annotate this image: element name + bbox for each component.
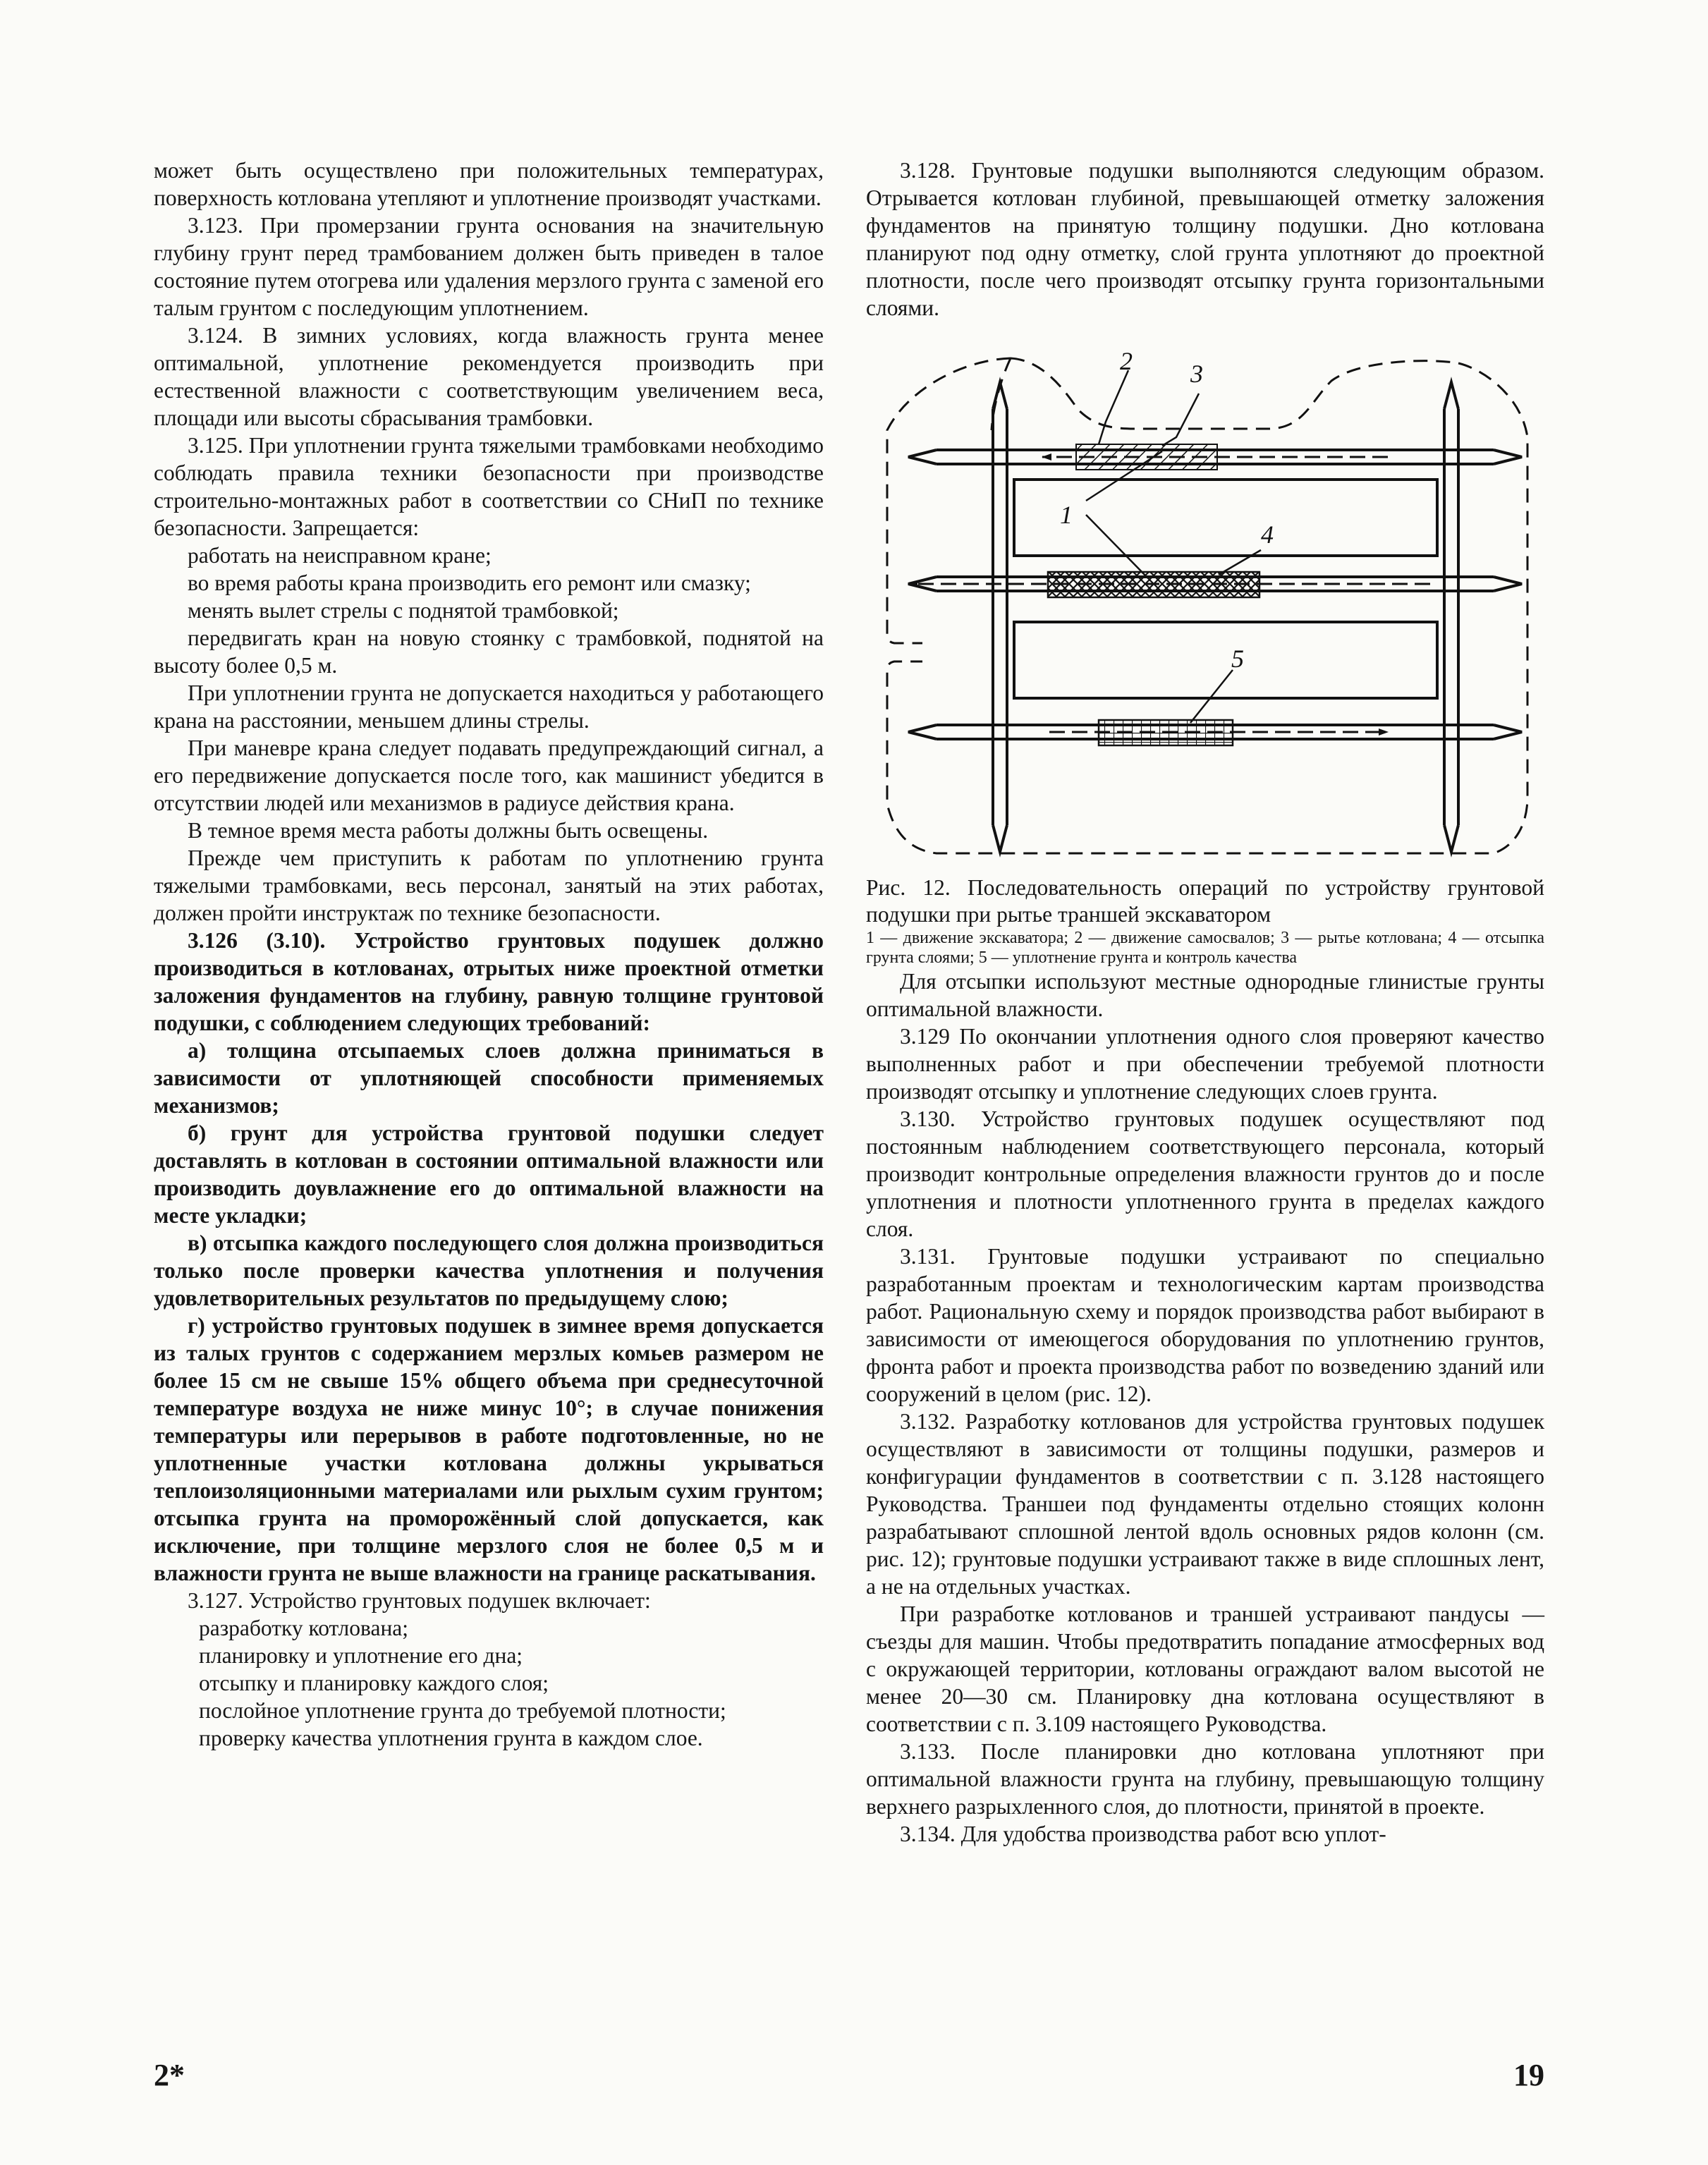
layer-fill-zone [1048, 572, 1259, 597]
include-item: разработку котлована; [199, 1616, 409, 1640]
figure-caption: Рис. 12. Последовательность операций по устройству грунтовой подушки при рытье траншей экскаватором [866, 875, 1544, 927]
requirement-v: в) отсыпка каждого последующего слоя должна производиться только после проверки качества уплотнения и получения удовлетворительных результатов по предыдущему слою; [154, 1231, 824, 1310]
paragraph-briefing: Прежде чем приступить к работам по уплотнению грунта тяжелыми трамбовками, весь персонал, занятый на этих работах, должен пройти инструктаж по технике безопасности. [154, 846, 824, 925]
paragraph-3-124: 3.124. В зимних условиях, когда влажность грунта менее оптимальной, уплотнение рекомендуется производить при естественной влажности с соответствующим увеличением веса, площади или высоты сбрасывания трамбовки. [154, 323, 824, 430]
figure-label-1: 1 [1060, 501, 1073, 529]
paragraph-3-126: 3.126 (3.10). Устройство грунтовых подушек должно производиться в котлованах, отрытых ниже проектной отметки заложения фундаментов на глубину, равную толщине грунтовой подушки, с соблюдением следующих требований: [154, 928, 824, 1035]
ban-item: во время работы крана производить его ремонт или смазку; [188, 571, 751, 595]
paragraph-crane-zone: При уплотнении грунта не допускается находиться у работающего крана на расстоянии, меньшем длины стрелы. [154, 681, 824, 733]
paragraph-3-125: 3.125. При уплотнении грунта тяжелыми трамбовками необходимо соблюдать правила техники безопасности при производстве строительно-монтажных работ в соответствии со СНиП по технике безопасности. Запрещается: [154, 433, 824, 540]
requirement-b: б) грунт для устройства грунтовой подушки следует доставлять в котлован в состоянии оптимальной влажности или производить доувлажнение его до оптимальной влажности на месте укладки; [154, 1121, 824, 1228]
paragraph-3-123: 3.123. При промерзании грунта основания на значительную глубину грунт перед трамбованием должен быть приведен в талое состояние путем отогрева или удаления мерзлого грунта с заменой его талым грунтом с последующим уплотнением. [154, 213, 824, 320]
paragraph-3-131: 3.131. Грунтовые подушки устраивают по специально разработанным проектам и технологическим картам производства работ. Рациональную схему и порядок производства работ выбирают в зависимости от имеющегося оборудования по уплотнению грунтов, фронта работ и проекта производства работ по возведению зданий или сооружений в целом (рис. 12). [866, 1244, 1544, 1406]
paragraph-3-130: 3.130. Устройство грунтовых подушек осуществляют под постоянным наблюдением соответствующего персонала, который производит контрольные определения влажности грунтов до и после уплотнения и плотности уплотненного грунта в пределах каждого слоя. [866, 1106, 1544, 1241]
page-number: 19 [1513, 2058, 1544, 2092]
paragraph-dark-time: В темное время места работы должны быть освещены. [188, 818, 709, 843]
paragraph-3-134: 3.134. Для удобства производства работ всю уплот- [900, 1822, 1386, 1846]
compaction-zone [1099, 720, 1233, 745]
paragraph-intro: может быть осуществлено при положительных температурах, поверхность котлована утепляют и уплотнение производят участками. [154, 158, 824, 210]
left-column [154, 157, 824, 1752]
trench-digging-zone [1076, 444, 1217, 470]
figure-label-2: 2 [1120, 347, 1133, 375]
include-item: проверку качества уплотнения грунта в каждом слое. [199, 1726, 703, 1750]
ban-item: передвигать кран на новую стоянку с трамбовкой, поднятой на высоту более 0,5 м. [154, 626, 824, 678]
paragraph-local-soils: Для отсыпки используют местные однородные глинистые грунты оптимальной влажности. [866, 969, 1544, 1021]
include-item: планировку и уплотнение его дна; [199, 1643, 523, 1668]
paragraph-ramps: При разработке котлованов и траншей устраивают пандусы — съезды для машин. Чтобы предотвратить попадание атмосферных вод с окружающей территории, котлованы ограждают валом высотой не менее 20—30 см. Планировку дна котлована осуществляют в соответствии с п. 3.109 настоящего Руководства. [866, 1602, 1544, 1736]
figure-label-4: 4 [1261, 520, 1274, 549]
figure-12 [866, 339, 1544, 968]
include-item: послойное уплотнение грунта до требуемой плотности; [199, 1698, 726, 1723]
right-column [866, 157, 1544, 1848]
figure-legend: 1 — движение экскаватора; 2 — движение самосвалов; 3 — рытье котлована; 4 — отсыпка грунта слоями; 5 — уплотнение грунта и контроль качества [866, 929, 1544, 967]
ban-item: работать на неисправном кране; [188, 543, 492, 568]
ban-item: менять вылет стрелы с поднятой трамбовкой; [188, 598, 619, 623]
truck-route-dashed-outline [887, 358, 1527, 853]
paragraph-3-132: 3.132. Разработку котлованов для устройства грунтовых подушек осуществляют в зависимости от толщины подушки, размеров и конфигурации фундаментов в соответствии с п. 3.128 настоящего Руководства. Траншеи под фундаменты отдельно стоящих колонн разрабатывают сплошной лентой вдоль основных рядов колонн (см. рис. 12); грунтовые подушки устраивают также в виде сплошных лент, а не на отдельных участках. [866, 1409, 1544, 1599]
paragraph-signal: При маневре крана следует подавать предупреждающий сигнал, а его передвижение допускается после того, как машинист убедится в отсутствии людей или механизмов в радиусе действия крана. [154, 736, 824, 815]
signature-marker: 2* [154, 2058, 185, 2092]
figure-label-3: 3 [1190, 360, 1203, 388]
requirement-a: а) толщина отсыпаемых слоев должна приниматься в зависимости от уплотняющей способности применяемых механизмов; [154, 1038, 824, 1118]
paragraph-3-128: 3.128. Грунтовые подушки выполняются следующим образом. Отрывается котлован глубиной, превышающей отметку заложения фундаментов на принятую толщину подушки. Дно котлована планируют под одну отметку, слой грунта уплотняют до проектной плотности, после чего производят отсыпку грунта горизонтальными слоями. [866, 158, 1544, 320]
paragraph-3-127: 3.127. Устройство грунтовых подушек включает: [188, 1588, 651, 1613]
requirement-g: г) устройство грунтовых подушек в зимнее время допускается из талых грунтов с содержанием мерзлых комьев размером не более 15 см не свыше 15% общего объема при среднесуточной температуре воздуха не ниже минус 10°; в случае понижения температуры или перерывов в работе подготовленные, но не уплотненные участки котлована должны укрываться теплоизоляционными материалами или рыхлым сухим грунтом; отсыпка грунта на проморожённый слой допускается, как исключение, при толщине мерзлого слоя не более 0,5 м и влажности грунта не выше влажности на границе раскатывания. [154, 1313, 824, 1585]
paragraph-3-133: 3.133. После планировки дно котлована уплотняют при оптимальной влажности грунта на глубину, превышающую толщину верхнего разрыхленного слоя, до плотности, принятой в проекте. [866, 1739, 1544, 1819]
figure-label-5: 5 [1231, 645, 1244, 673]
include-item: отсыпку и планировку каждого слоя; [199, 1671, 549, 1695]
paragraph-3-129: 3.129 По окончании уплотнения одного слоя проверяют качество выполненных работ и при обеспечении требуемой плотности производят отсыпку и уплотнение следующих слоев грунта. [866, 1024, 1544, 1104]
excavation-diagram [866, 339, 1544, 874]
